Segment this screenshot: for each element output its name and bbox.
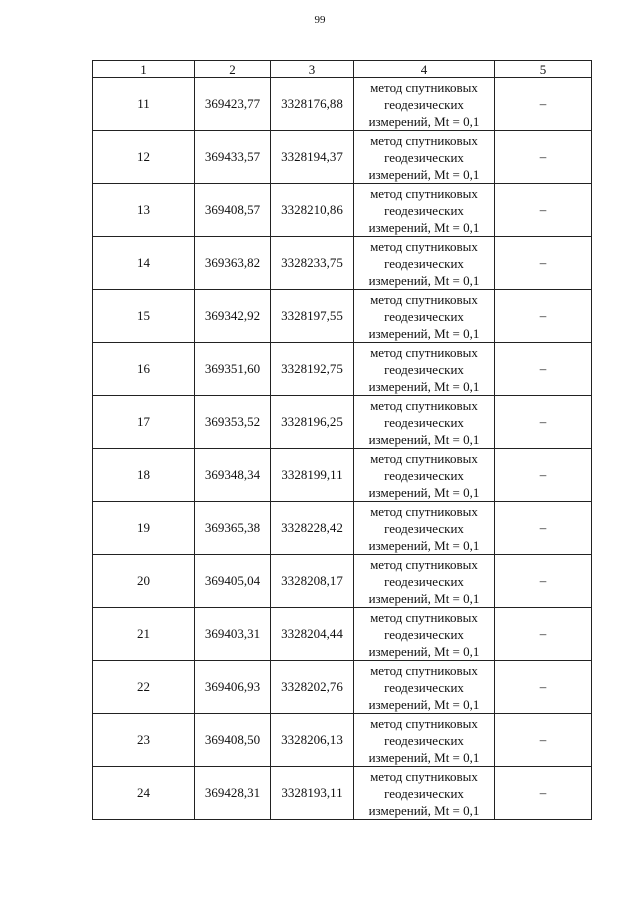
header-col-1: 1 [93, 61, 195, 78]
x-coordinate-cell: 369408,50 [195, 714, 271, 767]
header-row [93, 61, 592, 78]
method-text-line: метод спутниковых [370, 79, 478, 95]
method-cell [354, 449, 495, 502]
note-cell: – [495, 343, 592, 396]
method-cell [354, 661, 495, 714]
table-row [93, 502, 592, 555]
point-number-cell: 18 [93, 449, 195, 502]
table-row [93, 449, 592, 502]
y-coordinate-cell: 3328196,25 [271, 396, 354, 449]
x-coordinate-cell: 369403,31 [195, 608, 271, 661]
x-coordinate-cell: 369363,82 [195, 237, 271, 290]
table-row [93, 237, 592, 290]
point-number-cell: 11 [93, 78, 195, 131]
method-text-line: метод спутниковых [370, 715, 478, 731]
header-col-2: 2 [195, 61, 271, 78]
method-text-line: метод спутниковых [370, 132, 478, 148]
y-coordinate-cell: 3328194,37 [271, 131, 354, 184]
method-text-line: измерений, Mt = 0,1 [368, 643, 480, 659]
table-row [93, 767, 592, 820]
method-cell [354, 131, 495, 184]
method-text-line: геодезических [384, 732, 464, 748]
header-col-4: 4 [354, 61, 495, 78]
method-text-line: измерений, Mt = 0,1 [368, 272, 480, 288]
method-text-line: геодезических [384, 149, 464, 165]
table-row [93, 343, 592, 396]
x-coordinate-cell: 369342,92 [195, 290, 271, 343]
method-text-line: метод спутниковых [370, 450, 478, 466]
method-text-line: измерений, Mt = 0,1 [368, 802, 480, 818]
note-cell: – [495, 78, 592, 131]
method-cell [354, 555, 495, 608]
table-row [93, 396, 592, 449]
method-text-line: геодезических [384, 414, 464, 430]
note-cell: – [495, 449, 592, 502]
method-text-line: измерений, Mt = 0,1 [368, 113, 480, 129]
method-cell [354, 608, 495, 661]
point-number-cell: 16 [93, 343, 195, 396]
y-coordinate-cell: 3328192,75 [271, 343, 354, 396]
method-text-line: метод спутниковых [370, 768, 478, 784]
method-text-line: геодезических [384, 361, 464, 377]
method-text-line: измерений, Mt = 0,1 [368, 749, 480, 765]
table-row [93, 555, 592, 608]
method-text-line: геодезических [384, 520, 464, 536]
method-text-line: геодезических [384, 573, 464, 589]
point-number-cell: 12 [93, 131, 195, 184]
y-coordinate-cell: 3328204,44 [271, 608, 354, 661]
method-text-line: геодезических [384, 785, 464, 801]
method-text-line: измерений, Mt = 0,1 [368, 431, 480, 447]
method-text-line: измерений, Mt = 0,1 [368, 219, 480, 235]
method-text-line: геодезических [384, 467, 464, 483]
point-number-cell: 21 [93, 608, 195, 661]
x-coordinate-cell: 369405,04 [195, 555, 271, 608]
method-cell [354, 78, 495, 131]
point-number-cell: 24 [93, 767, 195, 820]
point-number-cell: 13 [93, 184, 195, 237]
note-cell: – [495, 290, 592, 343]
y-coordinate-cell: 3328206,13 [271, 714, 354, 767]
method-text-line: метод спутниковых [370, 397, 478, 413]
method-text-line: геодезических [384, 202, 464, 218]
table-row [93, 131, 592, 184]
x-coordinate-cell: 369408,57 [195, 184, 271, 237]
header-col-3: 3 [271, 61, 354, 78]
point-number-cell: 20 [93, 555, 195, 608]
y-coordinate-cell: 3328228,42 [271, 502, 354, 555]
method-text-line: геодезических [384, 255, 464, 271]
note-cell: – [495, 555, 592, 608]
method-text-line: геодезических [384, 679, 464, 695]
x-coordinate-cell: 369406,93 [195, 661, 271, 714]
method-cell [354, 290, 495, 343]
x-coordinate-cell: 369428,31 [195, 767, 271, 820]
method-cell [354, 767, 495, 820]
method-text-line: геодезических [384, 308, 464, 324]
point-number-cell: 17 [93, 396, 195, 449]
method-text-line: измерений, Mt = 0,1 [368, 590, 480, 606]
note-cell: – [495, 131, 592, 184]
y-coordinate-cell: 3328199,11 [271, 449, 354, 502]
method-text-line: метод спутниковых [370, 503, 478, 519]
method-text-line: геодезических [384, 626, 464, 642]
note-cell: – [495, 714, 592, 767]
method-cell [354, 396, 495, 449]
method-text-line: измерений, Mt = 0,1 [368, 537, 480, 553]
header-col-5: 5 [495, 61, 592, 78]
table-header [93, 61, 592, 78]
page-number: 99 [314, 14, 326, 26]
point-number-cell: 15 [93, 290, 195, 343]
x-coordinate-cell: 369353,52 [195, 396, 271, 449]
method-text-line: измерений, Mt = 0,1 [368, 484, 480, 500]
method-cell [354, 343, 495, 396]
method-text-line: метод спутниковых [370, 344, 478, 360]
y-coordinate-cell: 3328193,11 [271, 767, 354, 820]
method-text-line: измерений, Mt = 0,1 [368, 166, 480, 182]
method-cell [354, 714, 495, 767]
x-coordinate-cell: 369348,34 [195, 449, 271, 502]
table-row [93, 714, 592, 767]
note-cell: – [495, 608, 592, 661]
point-number-cell: 23 [93, 714, 195, 767]
method-text-line: измерений, Mt = 0,1 [368, 325, 480, 341]
point-number-cell: 19 [93, 502, 195, 555]
method-text-line: геодезических [384, 96, 464, 112]
table-row [93, 290, 592, 343]
note-cell: – [495, 767, 592, 820]
note-cell: – [495, 184, 592, 237]
x-coordinate-cell: 369423,77 [195, 78, 271, 131]
point-number-cell: 22 [93, 661, 195, 714]
method-text-line: измерений, Mt = 0,1 [368, 378, 480, 394]
point-number-cell: 14 [93, 237, 195, 290]
y-coordinate-cell: 3328210,86 [271, 184, 354, 237]
x-coordinate-cell: 369365,38 [195, 502, 271, 555]
x-coordinate-cell: 369351,60 [195, 343, 271, 396]
table-row [93, 184, 592, 237]
method-text-line: метод спутниковых [370, 609, 478, 625]
method-cell [354, 184, 495, 237]
note-cell: – [495, 661, 592, 714]
x-coordinate-cell: 369433,57 [195, 131, 271, 184]
coordinates-table [92, 60, 592, 820]
table-row [93, 661, 592, 714]
table-row [93, 608, 592, 661]
note-cell: – [495, 502, 592, 555]
note-cell: – [495, 396, 592, 449]
y-coordinate-cell: 3328197,55 [271, 290, 354, 343]
y-coordinate-cell: 3328208,17 [271, 555, 354, 608]
method-text-line: метод спутниковых [370, 185, 478, 201]
method-text-line: метод спутниковых [370, 291, 478, 307]
note-cell: – [495, 237, 592, 290]
table-row [93, 78, 592, 131]
y-coordinate-cell: 3328202,76 [271, 661, 354, 714]
method-text-line: метод спутниковых [370, 556, 478, 572]
method-text-line: метод спутниковых [370, 238, 478, 254]
method-text-line: измерений, Mt = 0,1 [368, 696, 480, 712]
method-cell [354, 237, 495, 290]
method-text-line: метод спутниковых [370, 662, 478, 678]
method-cell [354, 502, 495, 555]
y-coordinate-cell: 3328233,75 [271, 237, 354, 290]
y-coordinate-cell: 3328176,88 [271, 78, 354, 131]
table-body [93, 78, 592, 820]
